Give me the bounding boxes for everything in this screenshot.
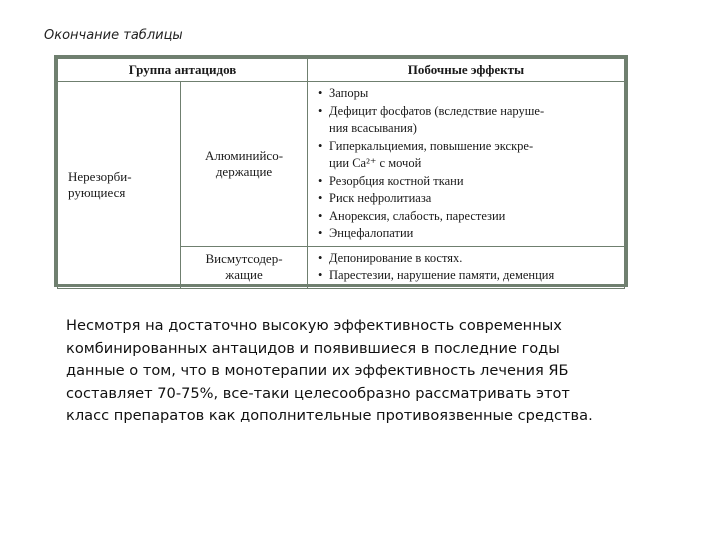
effects-cell bbox=[308, 246, 625, 288]
list-item: • Депонирование в костях. bbox=[318, 250, 620, 268]
group-cell bbox=[58, 82, 181, 289]
list-item: • Запоры bbox=[318, 85, 620, 103]
group-label: Нерезорби- рующиеся bbox=[68, 168, 132, 200]
list-item: • Дефицит фосфатов (вследствие наруше- ния всасывания) bbox=[318, 103, 620, 138]
subgroup-cell bbox=[181, 246, 308, 288]
effects-list bbox=[318, 85, 620, 243]
subgroup-label: Алюминийсо- держащие bbox=[204, 147, 284, 179]
table-header-row bbox=[58, 59, 625, 82]
effects-list bbox=[318, 250, 620, 285]
list-item: • Резорбция костной ткани bbox=[318, 173, 620, 191]
list-item: • Анорексия, слабость, парестезии bbox=[318, 208, 620, 226]
table-row bbox=[58, 82, 625, 247]
list-item: • Парестезии, нарушение памяти, деменция bbox=[318, 267, 620, 285]
subgroup-cell bbox=[181, 82, 308, 247]
list-item: • Риск нефролитиаза bbox=[318, 190, 620, 208]
effects-cell bbox=[308, 82, 625, 247]
header-effects: Побочные эффекты bbox=[308, 59, 625, 82]
list-item: • Гиперкальциемия, повышение экскре- ции Ca²⁺ с мочой bbox=[318, 138, 620, 173]
body-paragraph: Несмотря на достаточно высокую эффективность современных комбинированных антацидов и появившиеся в последние годы данные о том, что в монотерапии их эффективность лечения ЯБ составляет 70-75%, все-таки целесообразно рассматривать этот класс препаратов как дополнительные противоязвенные средства. bbox=[66, 317, 593, 424]
table-caption: Окончание таблицы bbox=[44, 28, 183, 43]
antacids-table bbox=[54, 55, 628, 287]
list-item: • Энцефалопатии bbox=[318, 225, 620, 243]
header-group: Группа антацидов bbox=[58, 59, 308, 82]
subgroup-label: Висмутсодер- жащие bbox=[205, 250, 283, 282]
